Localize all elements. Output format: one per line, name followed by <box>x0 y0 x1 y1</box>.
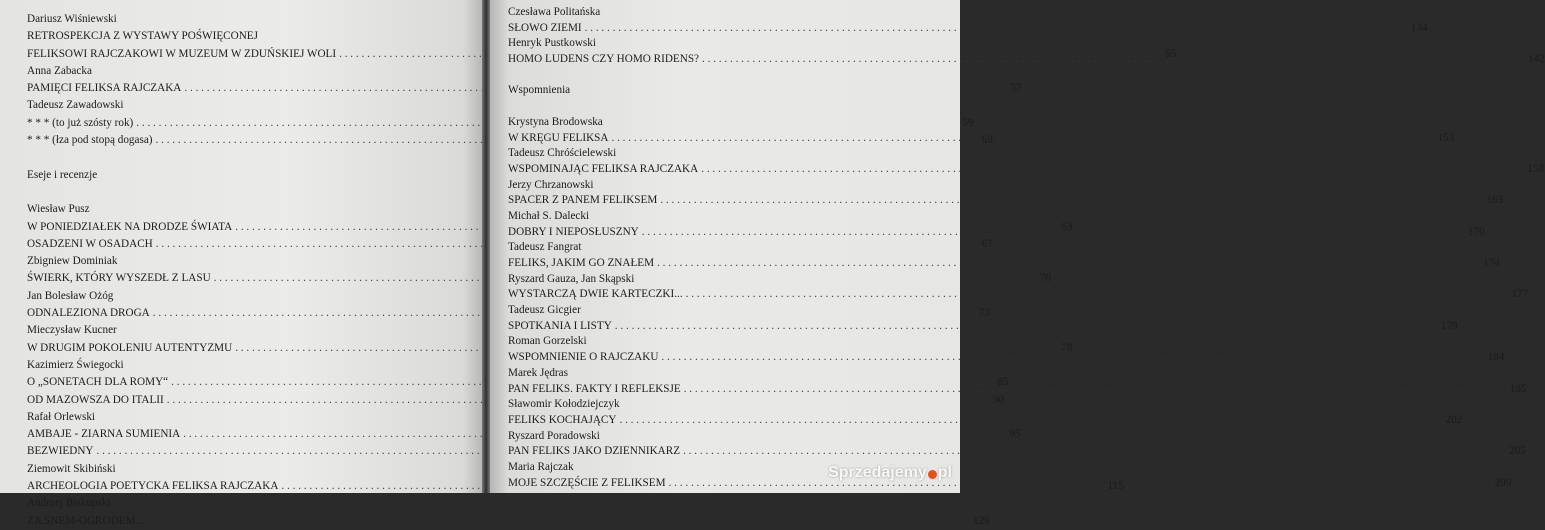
entry-title: FELIKSOWI RAJCZAKOWI W MUZEUM W ZDUŃSKIEJ WOLI <box>27 47 337 60</box>
page-number: 95 <box>1009 428 1021 441</box>
author-name: Sławomir Kołodziejczyk <box>508 398 620 411</box>
toc-author-line <box>27 357 474 374</box>
watermark-domain: pl <box>937 464 952 481</box>
entry-title: WYSTARCZĄ DWIE KARTECZKI... <box>508 288 683 301</box>
entry-title: OD MAZOWSZA DO ITALII <box>27 393 164 406</box>
entry-title: MOJE SZCZĘŚCIE Z FELIKSEM <box>508 476 666 489</box>
author-name: Wiesław Pusz <box>27 203 90 216</box>
toc-author-line <box>508 366 938 382</box>
toc-author-line <box>27 97 474 114</box>
toc-entry <box>508 287 1529 303</box>
author-name: Jan Bolesław Ożóg <box>27 289 114 302</box>
toc-author-line <box>27 201 474 218</box>
page-number: 170 <box>1467 225 1485 238</box>
dot-leader <box>701 162 1526 178</box>
entry-title: SPACER Z PANEM FELIKSEM <box>508 194 658 207</box>
page-number: 63 <box>1061 220 1073 233</box>
toc-entry <box>27 513 990 530</box>
entry-title: W DRUGIM POKOLENIU AUTENTYZMU <box>27 341 233 354</box>
book-gutter <box>482 0 490 493</box>
author-name: Michał S. Dalecki <box>508 209 590 222</box>
toc-author-line <box>27 322 474 339</box>
page-number: 134 <box>1410 21 1428 34</box>
dot-leader <box>683 444 1508 460</box>
entry-title: DOBRY I NIEPOSŁUSZNY <box>508 225 639 238</box>
author-name: Maria Rajczak <box>508 460 574 473</box>
dot-leader <box>642 225 1467 241</box>
toc-entry <box>508 319 1458 335</box>
toc-author-line <box>508 5 938 21</box>
author-name: Krystyna Brodowska <box>508 115 603 128</box>
dot-leader <box>147 513 972 530</box>
toc-author-line <box>27 409 474 426</box>
entry-title: AMBAJE - ZIARNA SUMIENIA <box>27 428 181 441</box>
spacer <box>27 149 474 166</box>
dot-leader <box>585 21 1410 37</box>
entry-title: FELIKS, JAKIM GO ZNAŁEM <box>508 257 655 269</box>
spacer <box>508 99 938 115</box>
entry-title: * * * (to już szósty rok) <box>27 116 134 129</box>
entry-title: BEZWIEDNY <box>27 445 94 458</box>
spacer <box>508 68 938 84</box>
toc-author-line <box>508 209 938 225</box>
toc-author-line <box>508 334 938 350</box>
dot-leader <box>615 319 1440 335</box>
dot-leader <box>702 52 1527 68</box>
toc-author-line <box>508 240 938 256</box>
toc-author-line <box>508 397 938 413</box>
page-number: 184 <box>1487 351 1505 364</box>
toc-author-line <box>27 11 474 28</box>
entry-title: FELIKS KOCHAJĄCY <box>508 413 617 426</box>
page-number: 59 <box>962 116 974 129</box>
page-number: 60 <box>981 134 993 147</box>
spacer <box>27 184 474 201</box>
page-number: 129 <box>972 514 990 527</box>
toc-author-line <box>27 461 474 478</box>
page-number: 78 <box>1061 341 1073 354</box>
toc-entry <box>508 382 1527 398</box>
entry-title: PAN FELIKS JAKO DZIENNIKARZ <box>508 445 681 458</box>
section-heading: Eseje i recenzje <box>27 168 98 181</box>
toc-author-line <box>508 272 938 288</box>
page-number: 202 <box>1445 413 1463 426</box>
toc-author-line <box>508 303 938 319</box>
toc-entry <box>508 256 1500 272</box>
toc-author-line <box>27 253 474 270</box>
author-name: Roman Gorzelski <box>508 335 587 348</box>
toc-section-heading <box>508 83 938 99</box>
toc-entry <box>508 413 1463 429</box>
page-number: 153 <box>1437 131 1455 144</box>
dot-leader <box>657 256 1482 272</box>
toc-author-line <box>508 178 938 194</box>
author-name: Jerzy Chrzanowski <box>508 178 594 191</box>
page-number: 185 <box>1509 382 1527 395</box>
toc-entry <box>508 444 1526 460</box>
page-number: 70 <box>1039 272 1051 285</box>
page-number: 209 <box>1494 476 1512 489</box>
author-name: Andrzej Biskupski <box>27 497 111 510</box>
entry-title: ODNALEZIONA DROGA <box>27 307 150 320</box>
toc-entry <box>508 21 1428 37</box>
watermark-text: Sprzedajemy <box>828 464 927 481</box>
page-number: 85 <box>997 376 1009 389</box>
author-name: Rafał Orlewski <box>27 410 96 423</box>
toc-entry <box>27 443 474 460</box>
author-name: Kazimierz Świegocki <box>27 358 124 371</box>
entry-title: ŚWIERK, KTÓRY WYSZEDŁ Z LASU <box>27 272 211 285</box>
toc-entry <box>508 350 1505 366</box>
author-name: Ryszard Poradowski <box>508 429 600 442</box>
author-name: Henryk Pustkowski <box>508 37 596 50</box>
page-number: 174 <box>1483 257 1500 269</box>
toc-section-heading <box>27 167 474 184</box>
page-number: 55 <box>1165 47 1177 60</box>
dot-leader <box>660 193 1485 209</box>
toc-author-line <box>27 495 474 512</box>
page-number: 177 <box>1511 288 1529 301</box>
dot-leader <box>669 476 1494 492</box>
section-heading: Wspomnienia <box>508 84 571 97</box>
author-name: Tadeusz Chróścielewski <box>508 147 617 160</box>
page-number: 205 <box>1509 445 1526 458</box>
author-name: Ziemowit Skibiński <box>27 462 116 475</box>
toc-author-line <box>508 146 938 162</box>
author-name: Dariusz Wiśniewski <box>27 13 117 25</box>
author-name: Tadeusz Gicgier <box>508 304 581 317</box>
author-name: Mieczysław Kucner <box>27 324 117 337</box>
author-name: Anna Zabacka <box>27 64 92 77</box>
page-number: 163 <box>1486 194 1504 207</box>
page-number: 115 <box>1107 480 1124 493</box>
toc-author-line <box>508 115 938 131</box>
dot-leader <box>686 287 1511 303</box>
page-number: 158 <box>1527 162 1545 175</box>
dot-leader <box>619 413 1444 429</box>
entry-title: WSPOMNIENIE O RAJCZAKU <box>508 351 659 364</box>
toc-entry <box>27 28 474 45</box>
entry-title: PAN FELIKS. FAKTY I REFLEKSJE <box>508 382 681 395</box>
entry-title: O „SONETACH DLA ROMY“ <box>27 376 169 389</box>
entry-title: ZA SNEM-OGRODEM... <box>27 514 144 527</box>
author-name: Zbigniew Dominiak <box>27 255 118 268</box>
toc-entry <box>508 193 1504 209</box>
toc-author-line <box>508 429 938 445</box>
entry-title: W PONIEDZIAŁEK NA DRODZE ŚWIATA <box>27 220 233 233</box>
author-name: Tadeusz Zawadowski <box>27 99 124 112</box>
entry-title: RETROSPEKCJA Z WYSTAWY POŚWIĘCONEJ <box>27 30 258 43</box>
author-name: Czesława Politańska <box>508 6 601 18</box>
page-number: 67 <box>981 237 994 250</box>
entry-title: PAMIĘCI FELIKSA RAJCZAKA <box>27 82 182 95</box>
toc-entry <box>508 162 1545 178</box>
entry-title: WSPOMINAJĄC FELIKSA RAJCZAKA <box>508 162 699 175</box>
toc-author-line <box>27 288 474 305</box>
sprzedajemy-watermark <box>828 464 952 482</box>
page-number: 90 <box>992 393 1005 406</box>
entry-title: HOMO LUDENS CZY HOMO RIDENS? <box>508 53 700 66</box>
entry-title: SPOTKANIA I LISTY <box>508 319 612 332</box>
author-name: Ryszard Gauza, Jan Skąpski <box>508 272 635 285</box>
entry-title: SŁOWO ZIEMI <box>508 21 582 34</box>
toc-author-line <box>508 36 938 52</box>
dot-leader <box>684 382 1509 398</box>
page-number: 142 <box>1528 53 1545 66</box>
author-name: Tadeusz Fangrat <box>508 241 582 254</box>
dot-leader <box>661 350 1486 366</box>
entry-title: W KRĘGU FELIKSA <box>508 131 609 144</box>
entry-title: OSADZENI W OSADACH <box>27 237 153 250</box>
page-number: 73 <box>978 307 991 320</box>
page-number: 57 <box>1010 82 1022 95</box>
entry-title: * * * (łza pod stopą dogasa) <box>27 134 153 147</box>
page-number: 179 <box>1440 319 1458 332</box>
watermark-dot-icon <box>928 470 937 479</box>
toc-author-line <box>27 63 474 80</box>
dot-leader <box>611 131 1436 147</box>
entry-title: ARCHEOLOGIA POETYCKA FELIKSA RAJCZAKA <box>27 480 279 493</box>
author-name: Marek Jędras <box>508 366 568 379</box>
